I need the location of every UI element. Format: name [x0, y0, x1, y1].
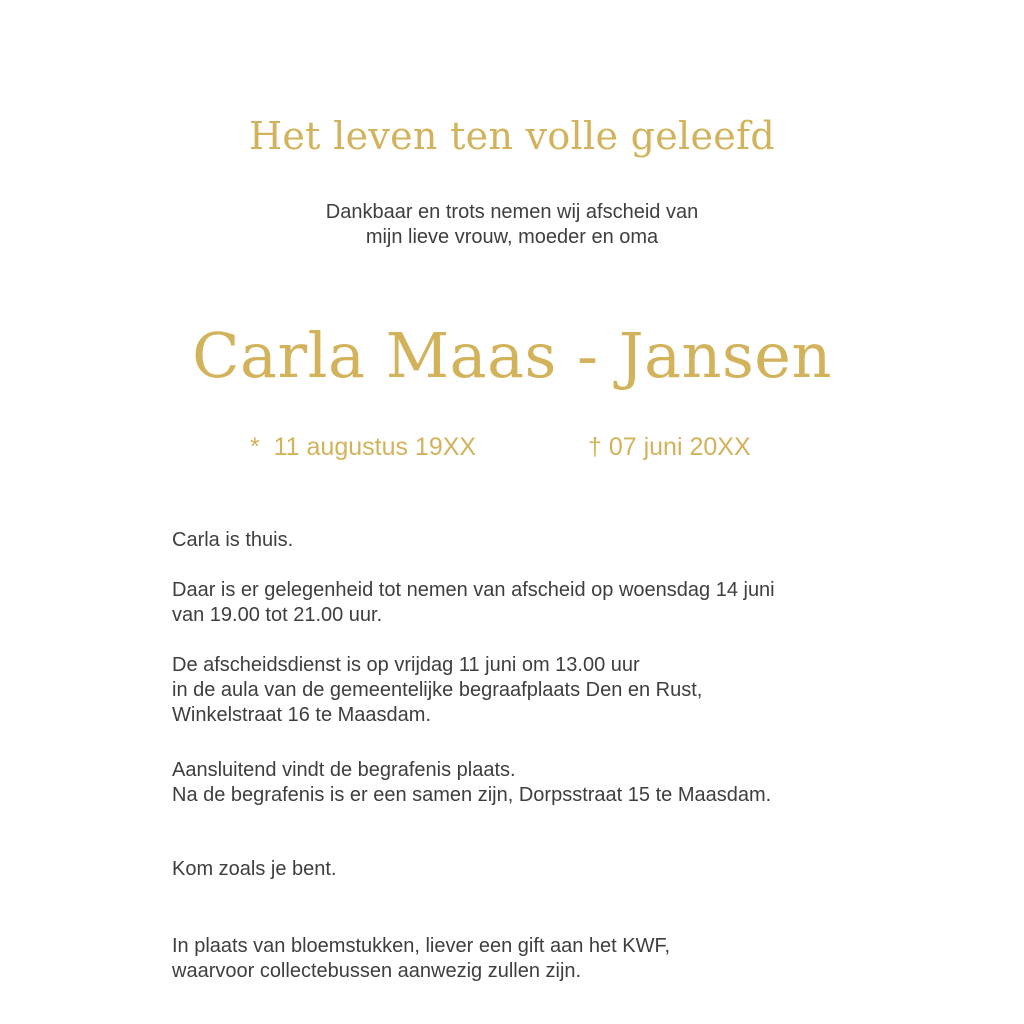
paragraph-line: Daar is er gelegenheid tot nemen van afscheid op woensdag 14 juni — [172, 579, 775, 601]
card-heading: Het leven ten volle geleefd — [248, 114, 776, 158]
paragraph-service — [172, 653, 892, 728]
paragraph-at-home — [172, 528, 892, 553]
paragraph-line: Winkelstraat 16 te Maasdam. — [172, 704, 431, 726]
paragraph-line: Carla is thuis. — [172, 529, 294, 551]
intro-line-2: mijn lieve vrouw, moeder en oma — [365, 226, 659, 248]
paragraph-donation — [172, 934, 892, 984]
life-dates — [0, 430, 1024, 464]
paragraph-dress-note — [172, 857, 892, 882]
paragraph-burial — [172, 758, 892, 808]
paragraph-line: De afscheidsdienst is op vrijdag 11 juni om 13.00 uur — [172, 654, 640, 676]
intro-line-1: Dankbaar en trots nemen wij afscheid van — [325, 201, 699, 223]
paragraph-line: In plaats van bloemstukken, liever een gift aan het KWF, — [172, 935, 671, 957]
paragraph-line: Aansluitend vindt de begrafenis plaats. — [172, 759, 516, 781]
intro-text — [0, 200, 1024, 250]
paragraph-line: waarvoor collectebussen aanwezig zullen zijn. — [172, 960, 582, 982]
paragraph-line: in de aula van de gemeentelijke begraafplaats Den en Rust, — [172, 679, 703, 701]
deceased-name: Carla Maas - Jansen — [192, 319, 832, 392]
paragraph-farewell-visit — [172, 578, 892, 628]
birth-date: * 11 augustus 19XX — [250, 433, 477, 461]
paragraph-line: van 19.00 tot 21.00 uur. — [172, 604, 383, 626]
paragraph-line: Kom zoals je bent. — [172, 858, 337, 880]
paragraph-line: Na de begrafenis is er een samen zijn, Dorpsstraat 15 te Maasdam. — [172, 784, 772, 806]
death-date: † 07 juni 20XX — [588, 433, 751, 461]
